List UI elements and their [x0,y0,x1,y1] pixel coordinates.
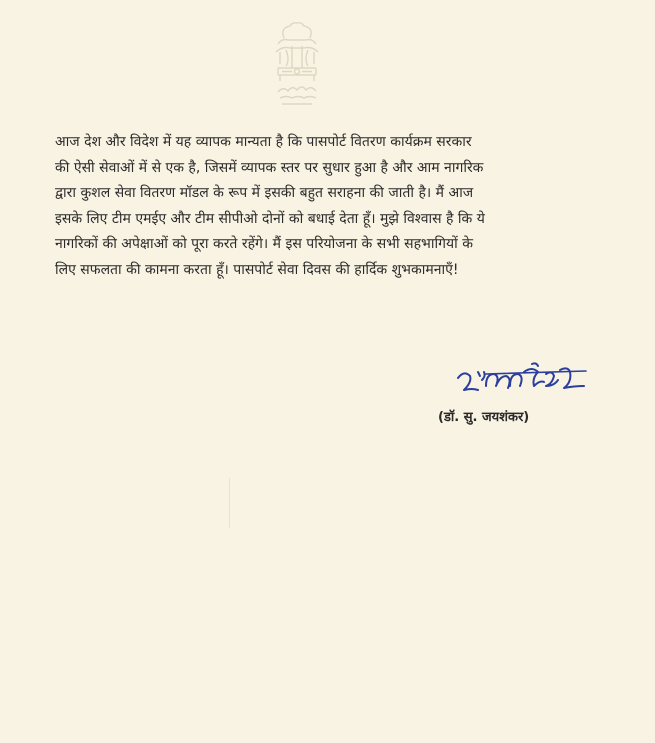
body-line-4: इसके लिए टीम एमईए और टीम सीपीओ दोनों को बधाई देता हूँ। मुझे विश्वास है कि ये [55,210,485,227]
fold-mark [229,478,230,528]
body-line-5: नागरिकों की अपेक्षाओं को पूरा करते रहेंगे। मैं इस परियोजना के सभी सहभागियों के [55,236,473,252]
body-line-2: की ऐसी सेवाओं में से एक है, जिसमें व्यापक स्तर पर सुधार हुआ है और आम नागरिक [55,159,484,176]
signatory-name: (डॉ. सु. जयशंकर) [438,410,530,425]
body-line-6: लिए सफलता की कामना करता हूँ। पासपोर्ट सेवा दिवस की हार्दिक शुभकामनाएँ! [55,261,459,278]
body-line-1: आज देश और विदेश में यह व्यापक मान्यता है कि पासपोर्ट वितरण कार्यक्रम सरकार [55,134,472,150]
handwritten-signature [452,358,592,408]
state-emblem-icon [264,22,330,122]
body-line-3: द्वारा कुशल सेवा वितरण मॉडल के रूप में इसकी बहुत सराहना की जाती है। मैं आज [55,185,474,201]
letter-body [55,130,565,283]
